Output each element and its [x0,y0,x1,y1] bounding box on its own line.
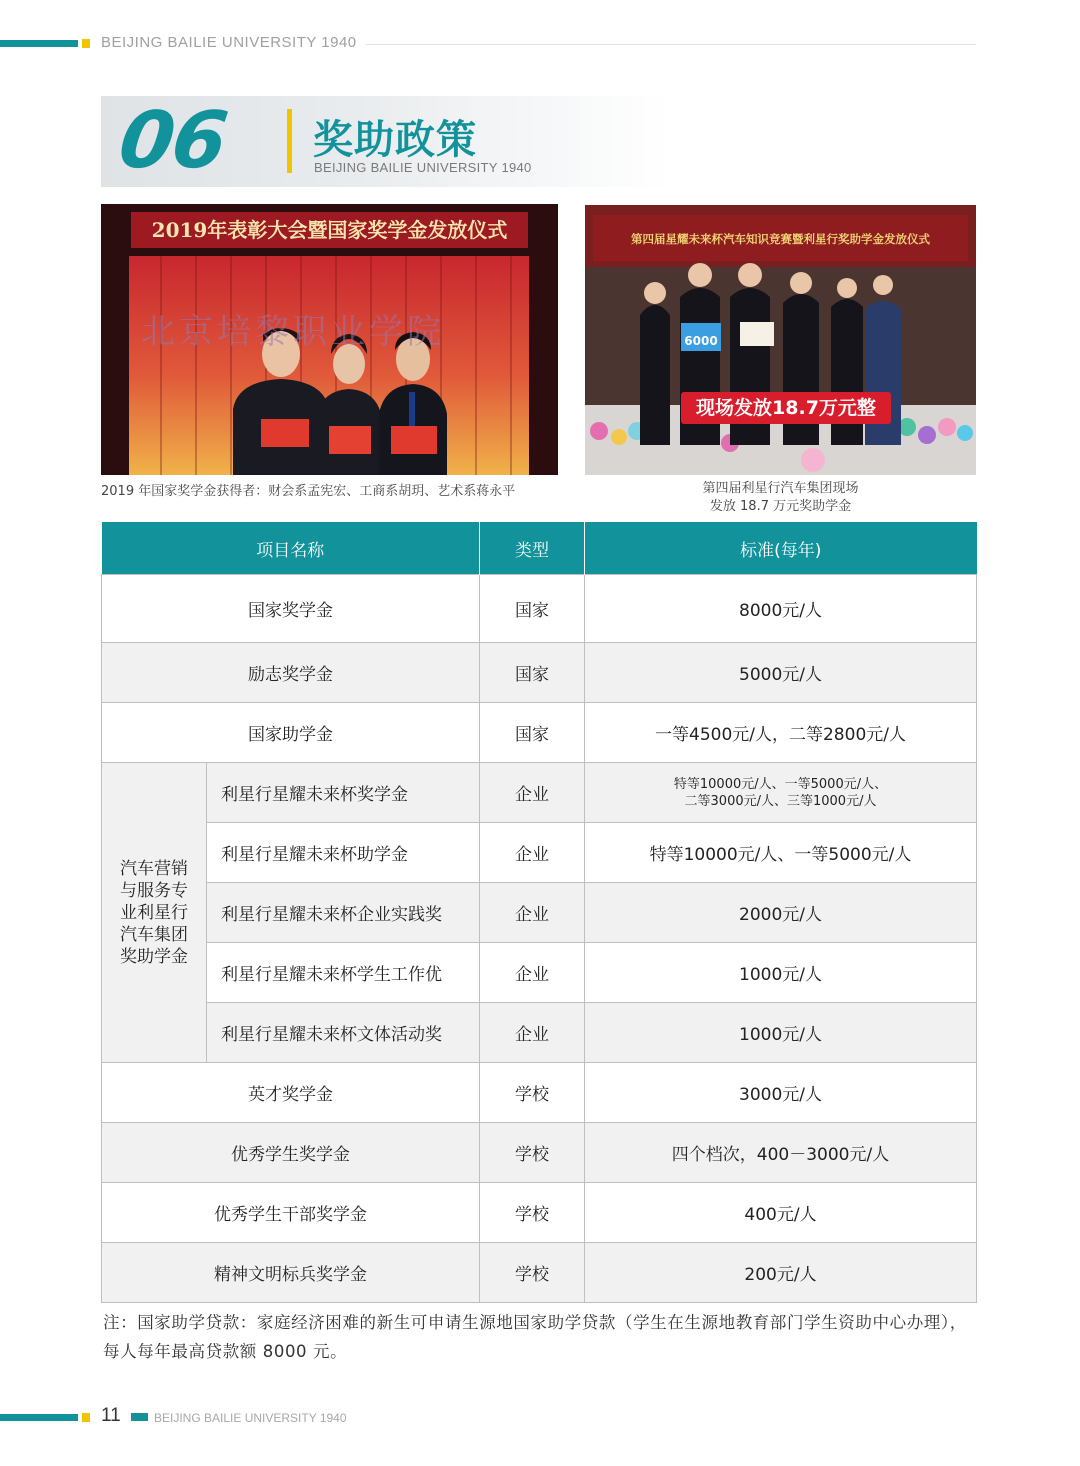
section-number: 06 [113,96,231,186]
page-number: 11 [101,1405,121,1426]
item-type: 学校 [480,1063,585,1123]
item-type: 企业 [480,943,585,1003]
scholarship-table [101,522,976,1303]
footer-accent-bar [0,1414,78,1421]
item-name: 精神文明标兵奖学金 [102,1243,480,1303]
table-row [102,883,977,943]
table-row [102,1243,977,1303]
item-name: 励志奖学金 [102,643,480,703]
footer-accent-square [82,1413,90,1422]
item-type: 国家 [480,703,585,763]
table-row [102,643,977,703]
table-row [102,1003,977,1063]
award-ceremony-photo [101,204,558,475]
group-label [102,763,207,1063]
item-standard: 3000元/人 [585,1063,977,1123]
item-standard: 400元/人 [585,1183,977,1243]
item-standard: 一等4500元/人，二等2800元/人 [585,703,977,763]
item-name: 优秀学生奖学金 [102,1123,480,1183]
column-header-standard: 标准(每年) [585,522,977,575]
group-label-text: 汽车营销与服务专业利星行汽车集团奖助学金 [120,858,188,967]
standard-line: 特等10000元/人、一等5000元/人、 [673,776,888,792]
table-row [102,703,977,763]
table-row [102,763,977,823]
section-subtitle: BEIJING BAILIE UNIVERSITY 1940 [314,160,532,175]
photo-backdrop-text: 北京培黎职业学院 [141,312,445,352]
item-name: 国家助学金 [102,703,480,763]
caption-line: 发放 18.7 万元奖助学金 [709,499,852,514]
header-accent-bar [0,40,78,47]
item-type: 国家 [480,575,585,643]
header-running-title: BEIJING BAILIE UNIVERSITY 1940 [101,34,357,51]
footer-accent-block [131,1413,148,1421]
table-row [102,1183,977,1243]
photo-caption: 2019 年国家奖学金获得者：财会系孟宪宏、工商系胡玥、艺术系蒋永平 [101,484,516,499]
item-standard: 1000元/人 [585,943,977,1003]
photo-banner-text: 2019年表彰大会暨国家奖学金发放仪式 [151,218,508,242]
table-row [102,943,977,1003]
item-type: 学校 [480,1183,585,1243]
item-name: 利星行星耀未来杯学生工作优 [207,943,480,1003]
item-standard: 200元/人 [585,1243,977,1303]
item-name: 利星行星耀未来杯文体活动奖 [207,1003,480,1063]
item-type: 企业 [480,823,585,883]
item-standard: 8000元/人 [585,575,977,643]
item-name: 利星行星耀未来杯企业实践奖 [207,883,480,943]
table-header-row [102,522,977,575]
caption-line: 第四届利星行汽车集团现场 [702,481,859,496]
loan-note: 注：国家助学贷款：家庭经济困难的新生可申请生源地国家助学贷款（学生在生源地教育部门学生资助中心办理），每人每年最高贷款额 8000 元。 [103,1313,967,1361]
item-standard: 四个档次，400－3000元/人 [585,1123,977,1183]
item-name: 国家奖学金 [102,575,480,643]
standard-line: 二等3000元/人、三等1000元/人 [684,793,877,809]
column-header-name: 项目名称 [102,522,480,575]
item-type: 国家 [480,643,585,703]
item-type: 学校 [480,1123,585,1183]
item-type: 企业 [480,1003,585,1063]
photo-caption [585,480,976,516]
item-name: 英才奖学金 [102,1063,480,1123]
column-header-type: 类型 [480,522,585,575]
table-row [102,1063,977,1123]
table-row [102,1123,977,1183]
item-standard: 5000元/人 [585,643,977,703]
item-standard: 2000元/人 [585,883,977,943]
item-name: 优秀学生干部奖学金 [102,1183,480,1243]
prize-board-amount: 6000 [684,334,718,348]
header-accent-square [82,39,90,48]
item-standard: 1000元/人 [585,1003,977,1063]
footer-running-title: BEIJING BAILIE UNIVERSITY 1940 [154,1411,347,1425]
item-standard [585,763,977,823]
header-rule [366,44,976,45]
item-standard: 特等10000元/人、一等5000元/人 [585,823,977,883]
table-row [102,575,977,643]
photo-banner-text: 第四届星耀未来杯汽车知识竞赛暨利星行奖助学金发放仪式 [631,232,930,246]
item-name: 利星行星耀未来杯助学金 [207,823,480,883]
photo-sign-text: 现场发放18.7万元整 [681,392,891,424]
section-divider [287,109,292,173]
item-type: 企业 [480,763,585,823]
item-type: 学校 [480,1243,585,1303]
item-type: 企业 [480,883,585,943]
item-name: 利星行星耀未来杯奖学金 [207,763,480,823]
table-row [102,823,977,883]
section-title: 奖助政策 [313,117,477,163]
scholarship-ceremony-photo [585,205,976,475]
